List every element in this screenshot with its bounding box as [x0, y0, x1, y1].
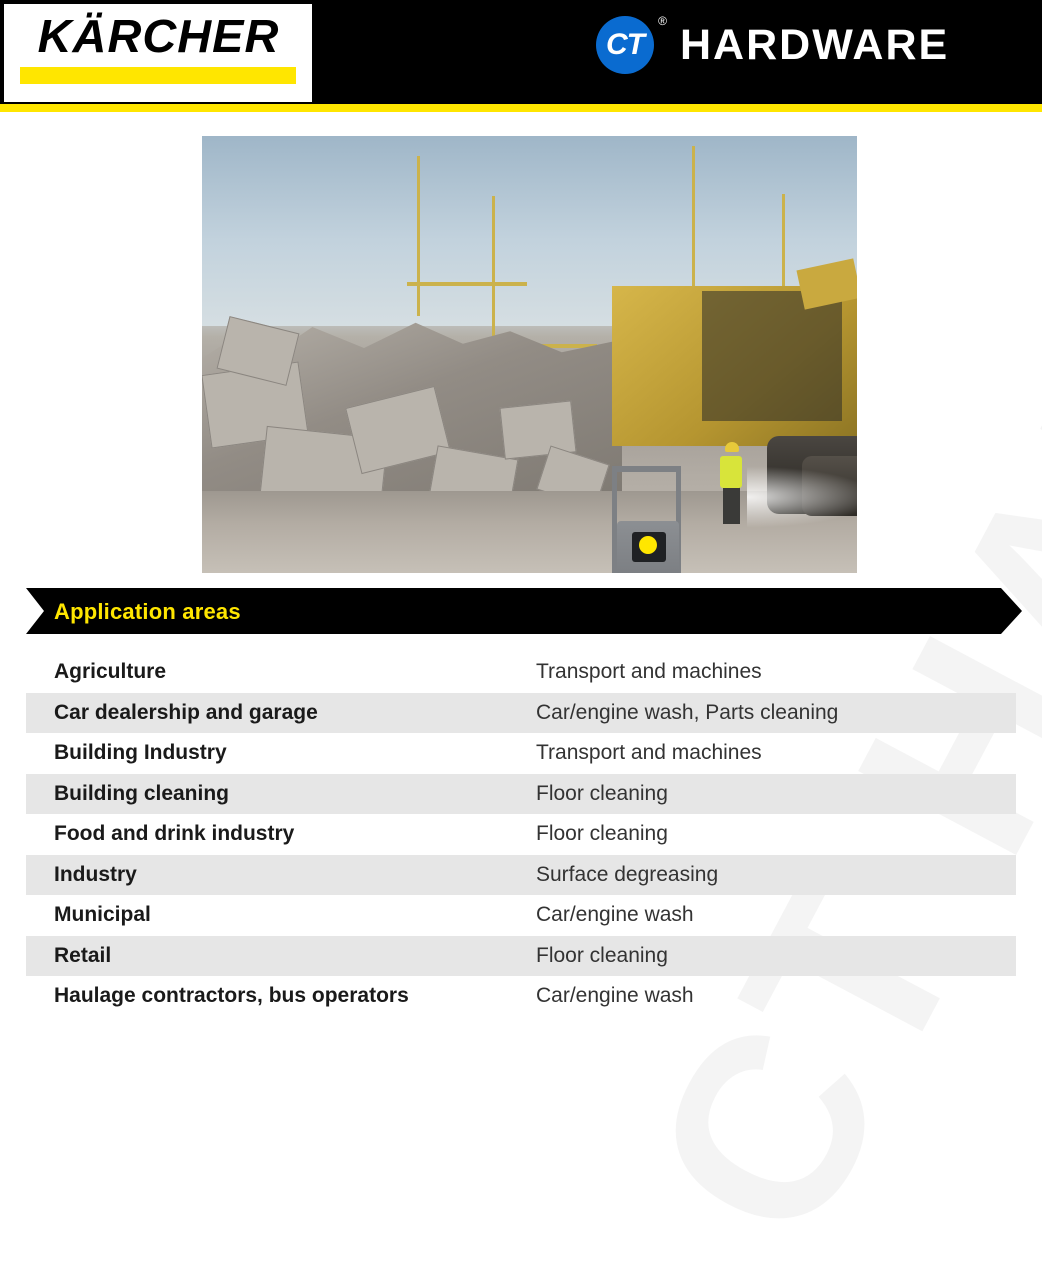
application-use: Transport and machines	[536, 741, 762, 765]
registered-trademark-icon: ®	[658, 14, 666, 28]
application-area: Food and drink industry	[54, 822, 295, 846]
worker-legs	[723, 486, 740, 524]
karcher-badge-icon	[639, 536, 657, 554]
ct-hardware-logo	[596, 16, 949, 74]
table-row	[26, 895, 1016, 936]
page-header	[0, 0, 1042, 104]
crane-icon	[407, 282, 527, 286]
application-area: Municipal	[54, 903, 151, 927]
karcher-logo	[4, 4, 312, 102]
ct-badge-text: CT	[606, 28, 644, 61]
ct-hardware-wordmark: HARDWARE	[680, 21, 950, 69]
table-row	[26, 774, 1016, 815]
application-areas-table	[26, 652, 1016, 1017]
application-use: Floor cleaning	[536, 781, 668, 805]
application-area: Building cleaning	[54, 781, 230, 805]
worker-helmet	[725, 442, 739, 452]
section-title: Application areas	[54, 599, 241, 624]
table-row	[26, 693, 1016, 734]
table-row	[26, 936, 1016, 977]
pressure-washer-handle	[612, 466, 681, 472]
excavator-cab	[702, 291, 842, 421]
hero-image	[202, 136, 857, 573]
table-row	[26, 652, 1016, 693]
application-use: Car/engine wash	[536, 903, 694, 927]
application-area: Retail	[54, 943, 112, 967]
application-use: Floor cleaning	[536, 943, 668, 967]
application-use: Surface degreasing	[536, 862, 719, 886]
crane-icon	[492, 196, 495, 336]
application-area: Haulage contractors, bus operators	[54, 984, 409, 1008]
table-row	[26, 733, 1016, 774]
application-use: Floor cleaning	[536, 822, 668, 846]
application-use: Transport and machines	[536, 660, 762, 684]
worker-hi-vis-vest	[720, 456, 742, 488]
application-use: Car/engine wash, Parts cleaning	[536, 700, 839, 724]
application-areas-banner	[26, 588, 1022, 634]
karcher-logo-text: KÄRCHER	[37, 10, 279, 62]
crane-icon	[417, 156, 420, 316]
karcher-logo-yellow-bar	[20, 67, 296, 84]
application-use: Car/engine wash	[536, 984, 694, 1008]
application-area: Car dealership and garage	[54, 700, 318, 724]
table-row	[26, 976, 1016, 1017]
header-yellow-rule	[0, 104, 1042, 112]
table-row	[26, 855, 1016, 896]
hero-image-scene	[202, 136, 857, 573]
application-area: Building Industry	[54, 741, 227, 765]
table-row	[26, 814, 1016, 855]
water-spray	[747, 466, 857, 528]
application-area: Industry	[54, 862, 137, 886]
application-area: Agriculture	[54, 660, 167, 684]
ct-badge-icon	[596, 14, 666, 74]
